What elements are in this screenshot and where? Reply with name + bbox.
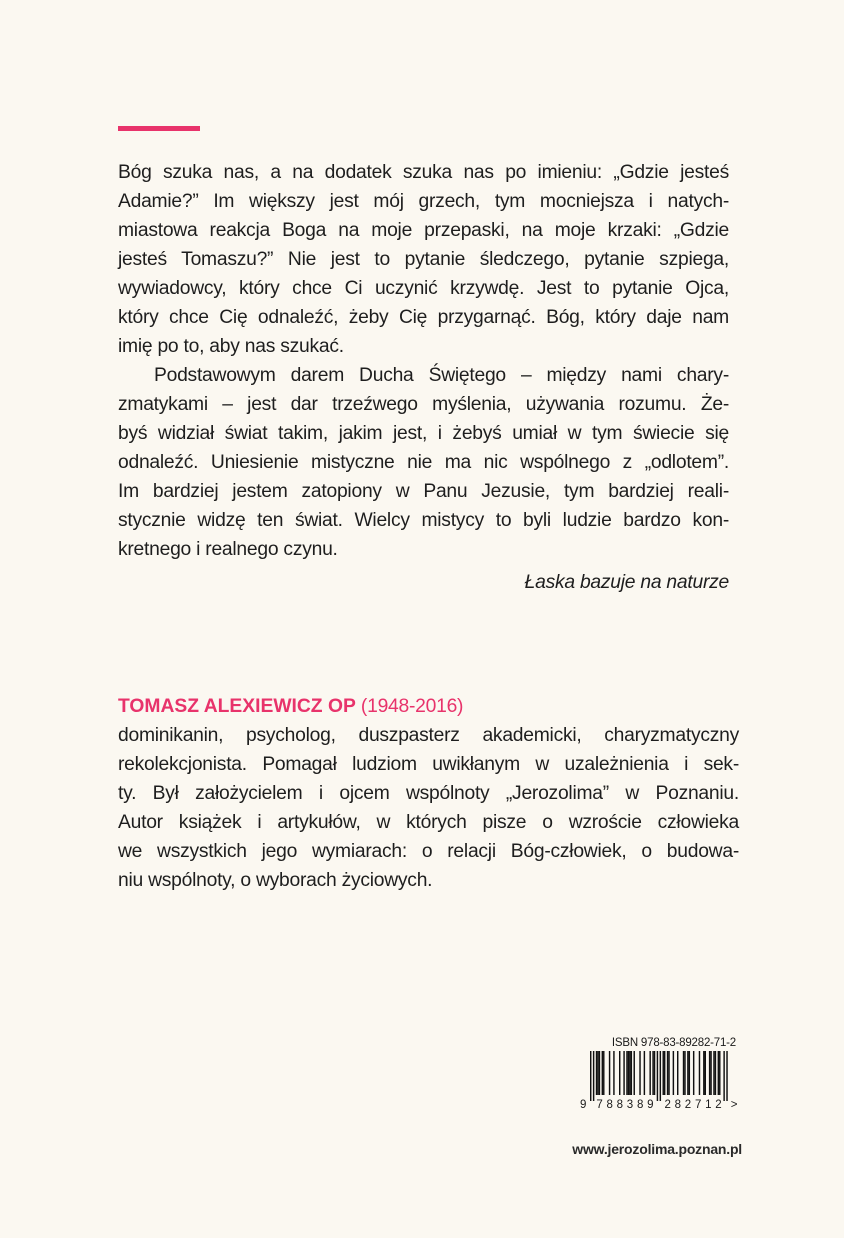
text-line: kretnego i realnego czynu. xyxy=(118,539,338,560)
quote-paragraph-2 xyxy=(118,361,729,564)
author-name: TOMASZ ALEXIEWICZ OP xyxy=(118,696,356,717)
quote-paragraph-1 xyxy=(118,158,729,361)
text-line: który chce Cię odnaleźć, żeby Cię przygarnąć. Bóg, który daje nam xyxy=(118,307,729,328)
author-heading xyxy=(118,692,739,721)
barcode-digit: 7 xyxy=(596,1099,603,1111)
barcode-bar xyxy=(619,1051,620,1095)
text-line: imię po to, aby nas szukać. xyxy=(118,336,344,357)
barcode-bar xyxy=(654,1051,655,1095)
barcode-digit: 9 xyxy=(580,1099,587,1111)
barcode-bar xyxy=(652,1051,653,1095)
barcode-bar xyxy=(723,1051,724,1101)
barcode-bar xyxy=(631,1051,632,1095)
barcode-digit: 8 xyxy=(606,1099,613,1111)
text-line: miastowa reakcja Boga na moje przepaski, na moje krzaki: „Gdzie xyxy=(118,220,729,241)
barcode-bar xyxy=(649,1051,650,1095)
barcode-bar xyxy=(673,1051,674,1095)
barcode-bar xyxy=(693,1051,694,1095)
barcode-bar xyxy=(687,1051,688,1095)
text-line: byś widział świat takim, jakim jest, i żebyś umiał w tym świecie się xyxy=(118,423,729,444)
accent-bar xyxy=(118,126,200,131)
text-line: dominikanin, psycholog, duszpasterz akademicki, charyzmatyczny xyxy=(118,725,739,746)
barcode-bar xyxy=(609,1051,610,1095)
barcode-bar xyxy=(709,1051,710,1095)
quote-source: Łaska bazuje na naturze xyxy=(524,572,729,593)
isbn-area xyxy=(578,1037,738,1113)
barcode-bar xyxy=(703,1051,704,1095)
text-line: niu wspólnoty, o wyborach życiowych. xyxy=(118,870,433,891)
barcode-bar xyxy=(713,1051,714,1095)
barcode-digit: 9 xyxy=(647,1099,654,1111)
barcode-bar xyxy=(726,1051,727,1101)
text-line: wywiadowcy, który chce Ci uczynić krzywdę. Jest to pytanie Ojca, xyxy=(118,278,729,299)
barcode-bar xyxy=(626,1051,627,1095)
website-url: www.jerozolima.poznan.pl xyxy=(572,1141,742,1157)
barcode-bar xyxy=(634,1051,635,1095)
barcode-digit: > xyxy=(730,1099,738,1111)
barcode-bar xyxy=(590,1051,591,1101)
text-line: we wszystkich jego wymiarach: o relacji Bóg-człowiek, o budowa- xyxy=(118,841,739,862)
barcode-bar xyxy=(677,1051,678,1095)
author-bio xyxy=(118,721,739,895)
barcode-bar xyxy=(667,1051,668,1095)
barcode-bar xyxy=(663,1051,664,1095)
barcode-bar xyxy=(718,1051,719,1095)
text-line: zmatykami – jest dar trzeźwego myślenia, używania rozumu. Że- xyxy=(118,394,729,415)
barcode-bar xyxy=(593,1051,594,1101)
barcode-bar xyxy=(599,1051,600,1095)
barcode-bar xyxy=(668,1051,669,1095)
barcode-digit: 8 xyxy=(674,1099,682,1111)
text-line: stycznie widzę ten świat. Wielcy mistycy to byli ludzie bardzo kon- xyxy=(118,510,729,531)
barcode-bar xyxy=(639,1051,640,1095)
barcode-bar xyxy=(710,1051,711,1095)
barcode-bar xyxy=(644,1051,645,1095)
text-line: odnaleźć. Uniesienie mistyczne nie ma nic wspólnego z „odlotem”. xyxy=(118,452,729,473)
text-line: Im bardziej jestem zatopiony w Panu Jezusie, tym bardziej reali- xyxy=(118,481,729,502)
barcode-digit: 8 xyxy=(616,1099,624,1111)
barcode-bar xyxy=(596,1051,597,1095)
barcode-bar xyxy=(623,1051,624,1095)
text-line: jesteś Tomaszu?” Nie jest to pytanie śledczego, pytanie szpiega, xyxy=(118,249,729,270)
barcode-bar xyxy=(689,1051,690,1095)
barcode-bar xyxy=(684,1051,685,1095)
barcode-bar xyxy=(657,1051,658,1101)
barcode-bar xyxy=(715,1051,716,1095)
barcode-bar xyxy=(683,1051,684,1095)
barcode-bar xyxy=(660,1051,661,1101)
barcode-bar xyxy=(597,1051,598,1095)
text-line: rekolekcjonista. Pomagał ludziom uwikłanym w uzależnienia i sek- xyxy=(118,754,739,775)
barcode-digit: 1 xyxy=(705,1099,712,1111)
barcode-bar xyxy=(628,1051,629,1095)
text-line: Adamie?” Im większy jest mój grzech, tym mocniejsza i natych- xyxy=(118,191,729,212)
text-line: ty. Był założycielem i ojcem wspólnoty „Jerozolima” w Poznaniu. xyxy=(118,783,739,804)
isbn-label: ISBN 978-83-89282-71-2 xyxy=(611,1037,736,1049)
barcode xyxy=(578,1051,738,1113)
barcode-bar xyxy=(719,1051,720,1095)
barcode-digit: 7 xyxy=(694,1099,702,1111)
barcode-bar xyxy=(699,1051,700,1095)
barcode-bar xyxy=(603,1051,604,1095)
text-line: Podstawowym darem Ducha Świętego – między nami chary- xyxy=(154,365,729,386)
author-block xyxy=(118,692,739,895)
barcode-bar xyxy=(602,1051,603,1095)
barcode-bar xyxy=(629,1051,630,1095)
quote-block xyxy=(118,158,729,597)
barcode-bar xyxy=(705,1051,706,1095)
barcode-digit: 2 xyxy=(664,1099,671,1111)
barcode-bar xyxy=(613,1051,614,1095)
barcode-bar xyxy=(664,1051,665,1095)
barcode-digit: 2 xyxy=(684,1099,692,1111)
author-years: (1948-2016) xyxy=(360,696,464,717)
barcode-digit: 3 xyxy=(626,1099,634,1111)
text-line: Autor książek i artykułów, w których pisze o wzroście człowieka xyxy=(118,812,739,833)
barcode-digit: 8 xyxy=(636,1099,644,1111)
text-line: Bóg szuka nas, a na dodatek szuka nas po imieniu: „Gdzie jesteś xyxy=(118,162,729,183)
barcode-digit: 2 xyxy=(715,1099,722,1111)
